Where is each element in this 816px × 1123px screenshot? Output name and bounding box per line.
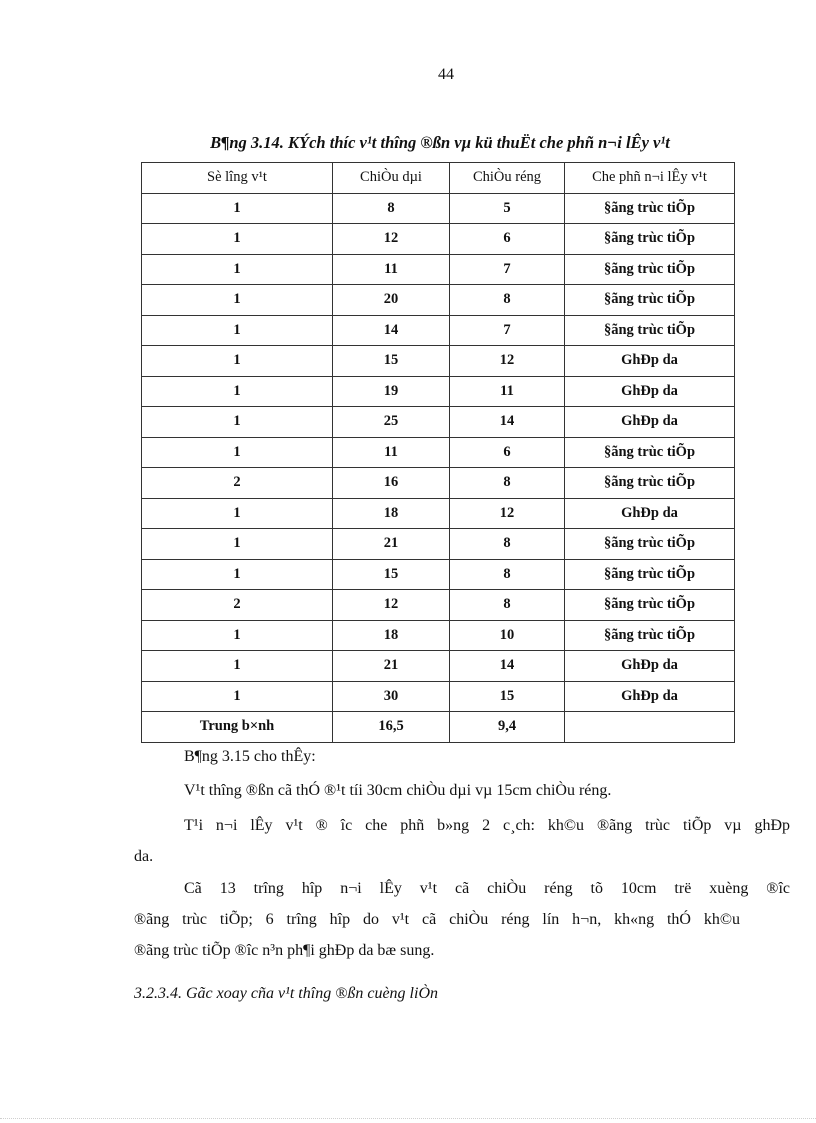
table-row (142, 590, 735, 621)
cell-length: 25 (333, 407, 450, 438)
cell-flap-count: 1 (142, 529, 333, 560)
table-row (142, 620, 735, 651)
cell-length: 8 (333, 193, 450, 224)
cell-length: 20 (333, 285, 450, 316)
cell-width: 6 (450, 437, 565, 468)
cell-coverage: GhÐp da (565, 651, 735, 682)
cell-width: 8 (450, 590, 565, 621)
cell-length: 12 (333, 224, 450, 255)
cell-flap-count: 1 (142, 224, 333, 255)
cell-width: 10 (450, 620, 565, 651)
paragraph-intro: B¶ng 3.15 cho thÊy: (184, 748, 316, 765)
table-caption: B¶ng 3.14. KÝch thíc v¹t thîng ®ßn vµ kü thuËt che phñ n¬i lÊy v¹t (210, 133, 670, 152)
cell-coverage: GhÐp da (565, 498, 735, 529)
page-number: 44 (438, 66, 454, 83)
paragraph-cases-line3: ®ãng trùc tiÕp ®îc n³n ph¶i ghÐp da bæ sung. (134, 942, 435, 959)
cell-flap-count: 1 (142, 437, 333, 468)
table-row (142, 651, 735, 682)
cell-coverage: §ãng trùc tiÕp (565, 559, 735, 590)
cell-length: 11 (333, 254, 450, 285)
paragraph-cases-line2: ®ãng trùc tiÕp; 6 trîng hîp do v¹t cã chiÒu réng lín h¬n, kh«ng thÓ kh©u (134, 911, 740, 928)
cell-length: 15 (333, 559, 450, 590)
cell-width: 8 (450, 468, 565, 499)
cell-coverage: §ãng trùc tiÕp (565, 285, 735, 316)
cell-length: 21 (333, 651, 450, 682)
cell-flap-count: 1 (142, 376, 333, 407)
cell-coverage: §ãng trùc tiÕp (565, 468, 735, 499)
table-header-row (142, 163, 735, 194)
table-row (142, 193, 735, 224)
cell-coverage: GhÐp da (565, 376, 735, 407)
cell-flap-count: 1 (142, 193, 333, 224)
flap-size-table (141, 162, 735, 743)
cell-width: 7 (450, 315, 565, 346)
section-subheading: 3.2.3.4. Gãc xoay cña v¹t thîng ®ßn cuèng liÒn (134, 985, 438, 1002)
cell-coverage: §ãng trùc tiÕp (565, 224, 735, 255)
cell-flap-count: 1 (142, 346, 333, 377)
cell-coverage: §ãng trùc tiÕp (565, 254, 735, 285)
cell-flap-count: 2 (142, 590, 333, 621)
cell-flap-count: 1 (142, 285, 333, 316)
cell-width: 14 (450, 407, 565, 438)
cell-length: 30 (333, 681, 450, 712)
cell-coverage: §ãng trùc tiÕp (565, 193, 735, 224)
cell-flap-count: 1 (142, 498, 333, 529)
cell-width: 12 (450, 498, 565, 529)
cell-flap-count: 2 (142, 468, 333, 499)
cell-width: 5 (450, 193, 565, 224)
cell-width: 12 (450, 346, 565, 377)
cell-flap-count: 1 (142, 315, 333, 346)
cell-width: 8 (450, 559, 565, 590)
table-row (142, 376, 735, 407)
header-flap-count: Sè lîng v¹t (142, 163, 333, 194)
table-row (142, 437, 735, 468)
cell-average-width: 9,4 (450, 712, 565, 743)
cell-flap-count: 1 (142, 620, 333, 651)
header-length: ChiÒu dµi (333, 163, 450, 194)
header-donor-coverage: Che phñ n¬i lÊy v¹t (565, 163, 735, 194)
cell-length: 18 (333, 498, 450, 529)
footer-divider (0, 1118, 816, 1119)
cell-coverage: §ãng trùc tiÕp (565, 437, 735, 468)
table-row (142, 468, 735, 499)
cell-coverage: §ãng trùc tiÕp (565, 315, 735, 346)
table-row (142, 559, 735, 590)
cell-flap-count: 1 (142, 681, 333, 712)
paragraph-cases-line1: Cã 13 trîng hîp n¬i lÊy v¹t cã chiÒu réng tõ 10cm trë xuèng ®îc (184, 880, 790, 897)
cell-length: 15 (333, 346, 450, 377)
cell-length: 14 (333, 315, 450, 346)
cell-coverage: GhÐp da (565, 407, 735, 438)
table-row (142, 407, 735, 438)
paragraph-closure-line2: da. (134, 848, 154, 865)
cell-average-label: Trung b×nh (142, 712, 333, 743)
cell-coverage: §ãng trùc tiÕp (565, 529, 735, 560)
cell-length: 12 (333, 590, 450, 621)
cell-flap-count: 1 (142, 559, 333, 590)
cell-width: 8 (450, 529, 565, 560)
cell-width: 8 (450, 285, 565, 316)
cell-width: 15 (450, 681, 565, 712)
cell-length: 18 (333, 620, 450, 651)
cell-coverage: GhÐp da (565, 681, 735, 712)
cell-length: 19 (333, 376, 450, 407)
cell-flap-count: 1 (142, 254, 333, 285)
cell-length: 11 (333, 437, 450, 468)
table-row (142, 254, 735, 285)
cell-width: 6 (450, 224, 565, 255)
table-row (142, 346, 735, 377)
header-width: ChiÒu réng (450, 163, 565, 194)
table-row (142, 498, 735, 529)
cell-coverage: GhÐp da (565, 346, 735, 377)
paragraph-flap-size: V¹t thîng ®ßn cã thÓ ®¹t tíi 30cm chiÒu dµi vµ 15cm chiÒu réng. (184, 782, 612, 799)
cell-coverage: §ãng trùc tiÕp (565, 590, 735, 621)
cell-width: 14 (450, 651, 565, 682)
table-row (142, 681, 735, 712)
cell-flap-count: 1 (142, 651, 333, 682)
cell-width: 7 (450, 254, 565, 285)
cell-coverage: §ãng trùc tiÕp (565, 620, 735, 651)
table-row (142, 529, 735, 560)
cell-flap-count: 1 (142, 407, 333, 438)
table-row (142, 224, 735, 255)
table-average-row (142, 712, 735, 743)
table-row (142, 285, 735, 316)
cell-average-length: 16,5 (333, 712, 450, 743)
cell-width: 11 (450, 376, 565, 407)
cell-length: 16 (333, 468, 450, 499)
paragraph-closure-line1: T¹i n¬i lÊy v¹t ® îc che phñ b»ng 2 c¸ch: kh©u ®ãng trùc tiÕp vµ ghÐp (184, 817, 790, 834)
cell-average-coverage (565, 712, 735, 743)
cell-length: 21 (333, 529, 450, 560)
table-row (142, 315, 735, 346)
